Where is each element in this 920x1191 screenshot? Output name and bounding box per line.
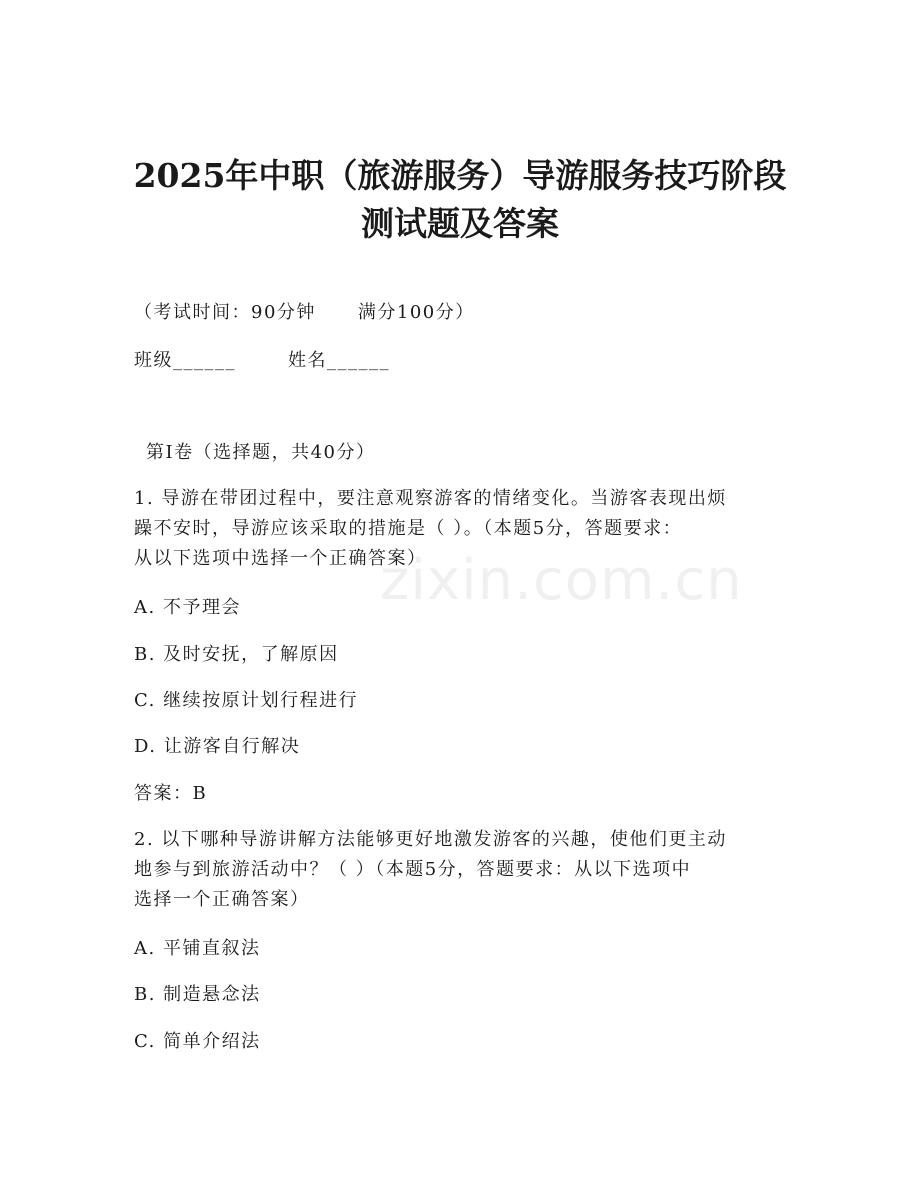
question-2-option-b: B. 制造悬念法 (134, 984, 261, 1005)
watermark: zixin.com.cn (380, 548, 743, 613)
question-1-stem (134, 484, 784, 574)
exam-score: 满分100分） (357, 302, 475, 323)
question-1-option-b: B. 及时安抚，了解原因 (134, 644, 339, 665)
class-field: 班级______ (134, 350, 236, 371)
name-field: 姓名______ (288, 350, 390, 371)
question-1-option-c: C. 继续按原计划行程进行 (134, 690, 359, 711)
question-line: 1. 导游在带团过程中，要注意观察游客的情绪变化。当游客表现出烦 (134, 488, 727, 509)
question-2-stem (134, 825, 784, 915)
exam-time: （考试时间：90分钟 (134, 302, 316, 323)
question-line: 地参与到旅游活动中？（ ）（本题5分，答题要求：从以下选项中 (134, 859, 692, 880)
question-line: 选择一个正确答案） (134, 889, 310, 910)
title-line-1: 2025年中职（旅游服务）导游服务技巧阶段 (133, 156, 787, 195)
exam-info (134, 302, 475, 324)
student-fields (134, 350, 390, 372)
question-1-option-a: A. 不予理会 (134, 597, 241, 618)
title-line-2: 测试题及答案 (361, 204, 559, 243)
question-1-answer: 答案：B (134, 783, 208, 804)
document-title (0, 152, 920, 248)
question-line: 2. 以下哪种导游讲解方法能够更好地激发游客的兴趣，使他们更主动 (134, 829, 727, 850)
section-heading: 第Ⅰ卷（选择题，共40分） (146, 442, 376, 463)
question-1-option-d: D. 让游客自行解决 (134, 736, 301, 757)
question-line: 躁不安时，导游应该采取的措施是（ ）。（本题5分，答题要求： (134, 518, 683, 539)
question-line: 从以下选项中选择一个正确答案） (134, 548, 427, 569)
question-2-option-a: A. 平铺直叙法 (134, 938, 261, 959)
question-2-option-c: C. 简单介绍法 (134, 1031, 261, 1052)
